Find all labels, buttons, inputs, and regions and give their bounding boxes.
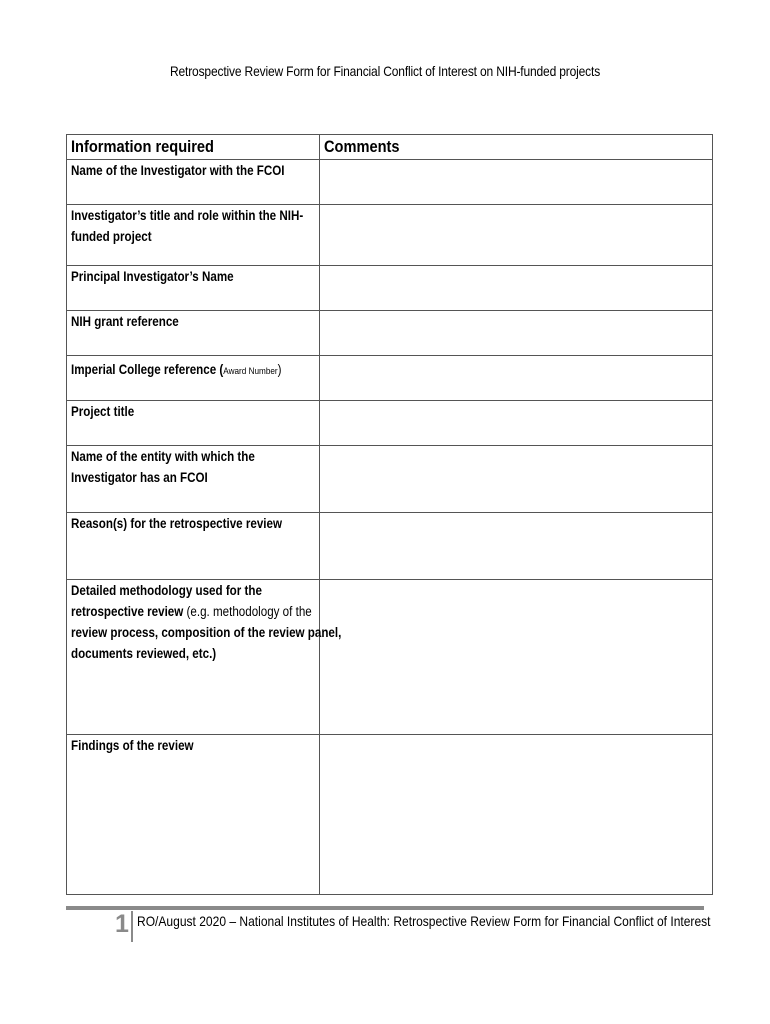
header-comments: Comments — [320, 135, 713, 160]
comment-cell[interactable] — [320, 311, 713, 356]
page-number-divider — [131, 911, 133, 942]
comment-cell[interactable] — [320, 446, 713, 513]
field-label: Findings of the review — [67, 735, 320, 895]
field-label: Project title — [67, 401, 320, 446]
comment-cell[interactable] — [320, 205, 713, 266]
document-title: Retrospective Review Form for Financial Conflict of Interest on NIH-funded projects — [169, 63, 601, 79]
table-row — [67, 580, 713, 735]
award-number-hint: Award Number — [223, 366, 278, 377]
comment-cell[interactable] — [320, 160, 713, 205]
table-row — [67, 160, 713, 205]
review-form-table — [66, 134, 713, 895]
field-label: NIH grant reference — [67, 311, 320, 356]
table-row — [67, 205, 713, 266]
field-label: Principal Investigator’s Name — [67, 266, 320, 311]
table-row — [67, 401, 713, 446]
comment-cell[interactable] — [320, 735, 713, 895]
field-label: Reason(s) for the retrospective review — [67, 513, 320, 580]
field-label: Name of the entity with which the Investigator has an FCOI — [67, 446, 320, 513]
header-information-required: Information required — [67, 135, 320, 160]
field-label: Detailed methodology used for the retrospective review (e.g. methodology of the review process, composition of the review panel, documents reviewed, etc.) — [67, 580, 320, 735]
field-label: Investigator’s title and role within the NIH- funded project — [67, 205, 320, 266]
table-row — [67, 446, 713, 513]
field-label: Imperial College reference (Award Number) — [67, 356, 320, 401]
table-row — [67, 735, 713, 895]
comment-cell[interactable] — [320, 401, 713, 446]
table-row — [67, 513, 713, 580]
field-label: Name of the Investigator with the FCOI — [67, 160, 320, 205]
table-row — [67, 356, 713, 401]
table-header-row — [67, 135, 713, 160]
comment-cell[interactable] — [320, 513, 713, 580]
footer-rule — [66, 906, 704, 910]
comment-cell[interactable] — [320, 580, 713, 735]
table-row — [67, 311, 713, 356]
footer-text: RO/August 2020 – National Institutes of Health: Retrospective Review Form for Financial Conflict of Interest — [137, 913, 711, 929]
table-row — [67, 266, 713, 311]
comment-cell[interactable] — [320, 266, 713, 311]
comment-cell[interactable] — [320, 356, 713, 401]
page-number: 1 — [115, 910, 129, 938]
